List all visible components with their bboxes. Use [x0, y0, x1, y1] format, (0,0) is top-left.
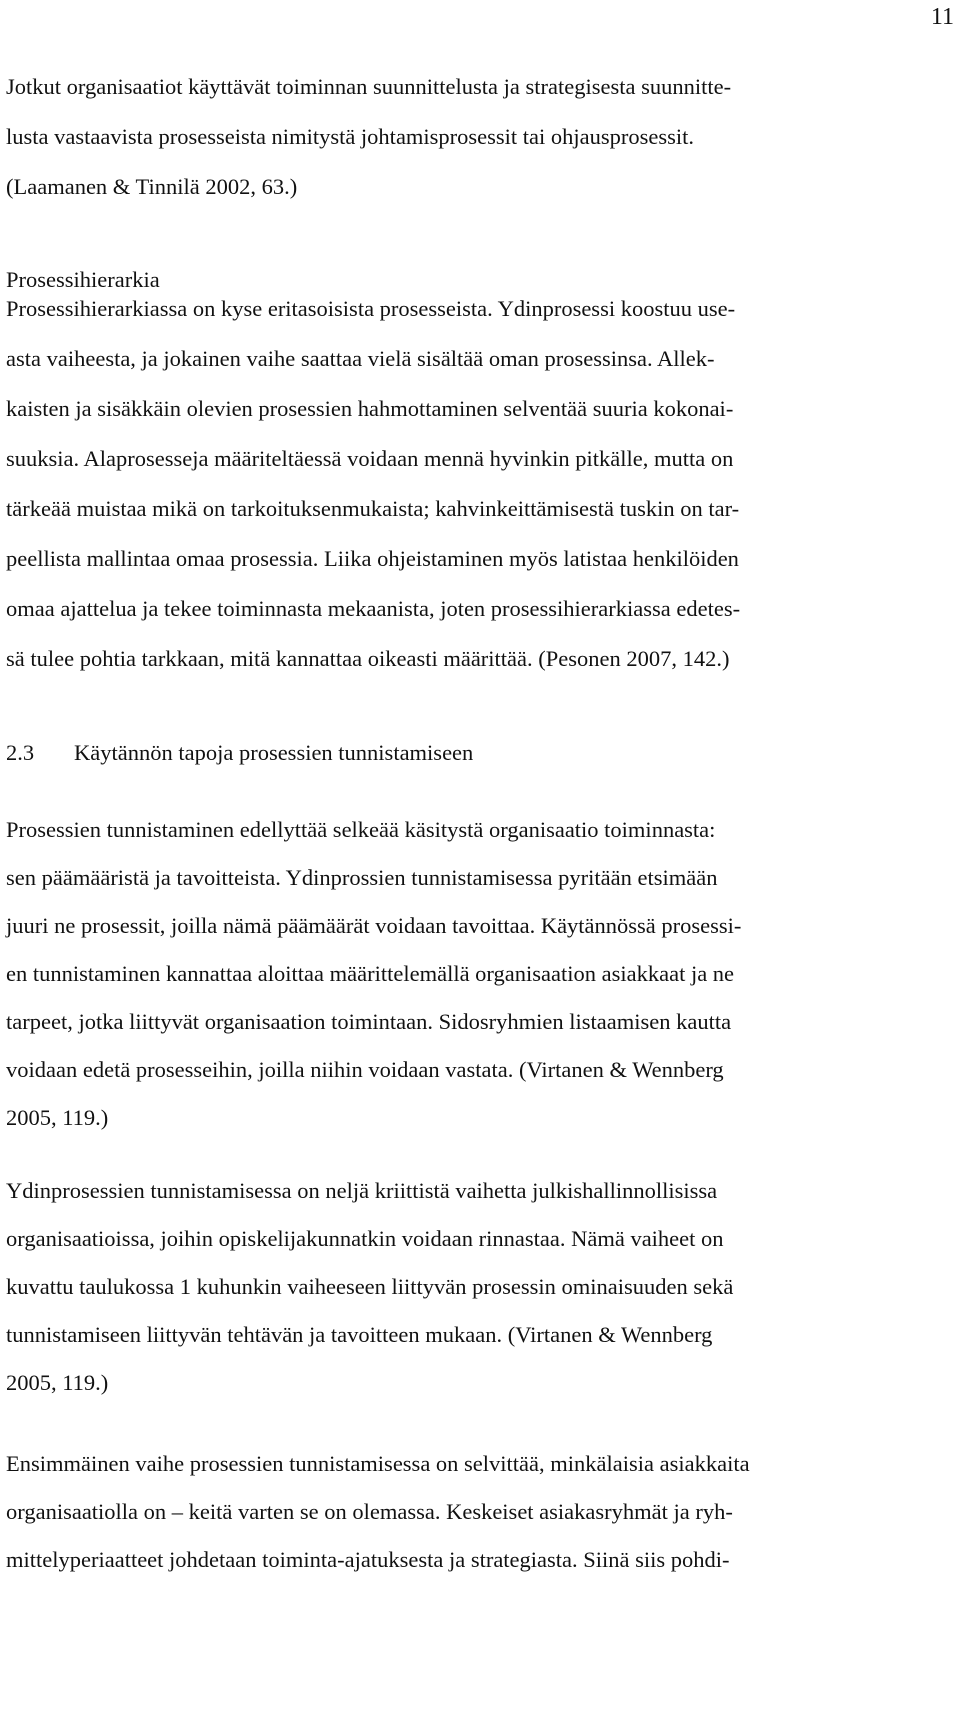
paragraph-hierarchy [6, 284, 936, 684]
section-title: Käytännön tapoja prosessien tunnistamiseen [74, 740, 474, 765]
text-line: Prosessien tunnistaminen edellyttää selkeää käsitystä organisaatio toiminnasta: [6, 817, 716, 842]
text-line: mittelyperiaatteet johdetaan toiminta-ajatuksesta ja strategiasta. Siinä siis pohdi- [6, 1547, 730, 1572]
text-line: Prosessihierarkiassa on kyse eritasoisista prosesseista. Ydinprosessi koostuu use- [6, 296, 736, 321]
text-line: organisaatioissa, joihin opiskelijakunnatkin voidaan rinnastaa. Nämä vaiheet on [6, 1226, 724, 1251]
text-line: (Laamanen & Tinnilä 2002, 63.) [6, 174, 298, 199]
text-line: 2005, 119.) [6, 1105, 109, 1130]
text-line: Ydinprosessien tunnistamisessa on neljä kriittistä vaihetta julkishallinnollisissa [6, 1178, 718, 1203]
text-line: omaa ajattelua ja tekee toiminnasta mekaanista, joten prosessihierarkiassa edetes- [6, 596, 741, 621]
text-line: tärkeää muistaa mikä on tarkoituksenmukaista; kahvinkeittämisestä tuskin on tar- [6, 496, 740, 521]
text-line: organisaatiolla on – keitä varten se on olemassa. Keskeiset asiakasryhmät ja ryh- [6, 1499, 733, 1524]
text-line: en tunnistaminen kannattaa aloittaa määrittelemällä organisaation asiakkaat ja ne [6, 961, 735, 986]
subheading-prosessihierarkia: Prosessihierarkia [6, 267, 160, 292]
text-line: tarpeet, jotka liittyvät organisaation toimintaan. Sidosryhmien listaamisen kautta [6, 1009, 732, 1034]
text-line: sen päämääristä ja tavoitteista. Ydinprossien tunnistamisessa pyritään etsimään [6, 865, 718, 890]
text-line: 2005, 119.) [6, 1370, 109, 1395]
text-line: Ensimmäinen vaihe prosessien tunnistamisessa on selvittää, minkälaisia asiakkaita [6, 1451, 750, 1476]
text-line: juuri ne prosessit, joilla nämä päämäärät voidaan tavoittaa. Käytännössä prosessi- [6, 913, 742, 938]
section-number: 2.3 [6, 740, 35, 765]
text-line: kuvattu taulukossa 1 kuhunkin vaiheeseen liittyvän prosessin ominaisuuden sekä [6, 1274, 734, 1299]
text-line: voidaan edetä prosesseihin, joilla niihin voidaan vastata. (Virtanen & Wennberg [6, 1057, 724, 1082]
text-line: kaisten ja sisäkkäin olevien prosessien hahmottaminen selventää suuria kokonai- [6, 396, 734, 421]
text-line: asta vaiheesta, ja jokainen vaihe saattaa vielä sisältää oman prosessinsa. Allek- [6, 346, 715, 371]
paragraph-phases [6, 1167, 936, 1407]
paragraph-first-phase [6, 1440, 936, 1584]
text-line: suuksia. Alaprosesseja määriteltäessä voidaan mennä hyvinkin pitkälle, mutta on [6, 446, 734, 471]
paragraph-identification [6, 806, 936, 1142]
text-line: lusta vastaavista prosesseista nimitystä johtamisprosessit tai ohjausprosessit. [6, 124, 695, 149]
text-line: tunnistamiseen liittyvän tehtävän ja tavoitteen mukaan. (Virtanen & Wennberg [6, 1322, 713, 1347]
text-line: Jotkut organisaatiot käyttävät toiminnan suunnittelusta ja strategisesta suunnitte- [6, 74, 732, 99]
text-line: sä tulee pohtia tarkkaan, mitä kannattaa oikeasti määrittää. (Pesonen 2007, 142.) [6, 646, 730, 671]
text-line: peellista mallintaa omaa prosessia. Liika ohjeistaminen myös latistaa henkilöiden [6, 546, 739, 571]
section-heading [6, 738, 473, 768]
page-number: 11 [930, 4, 954, 30]
paragraph-intro [6, 62, 936, 212]
